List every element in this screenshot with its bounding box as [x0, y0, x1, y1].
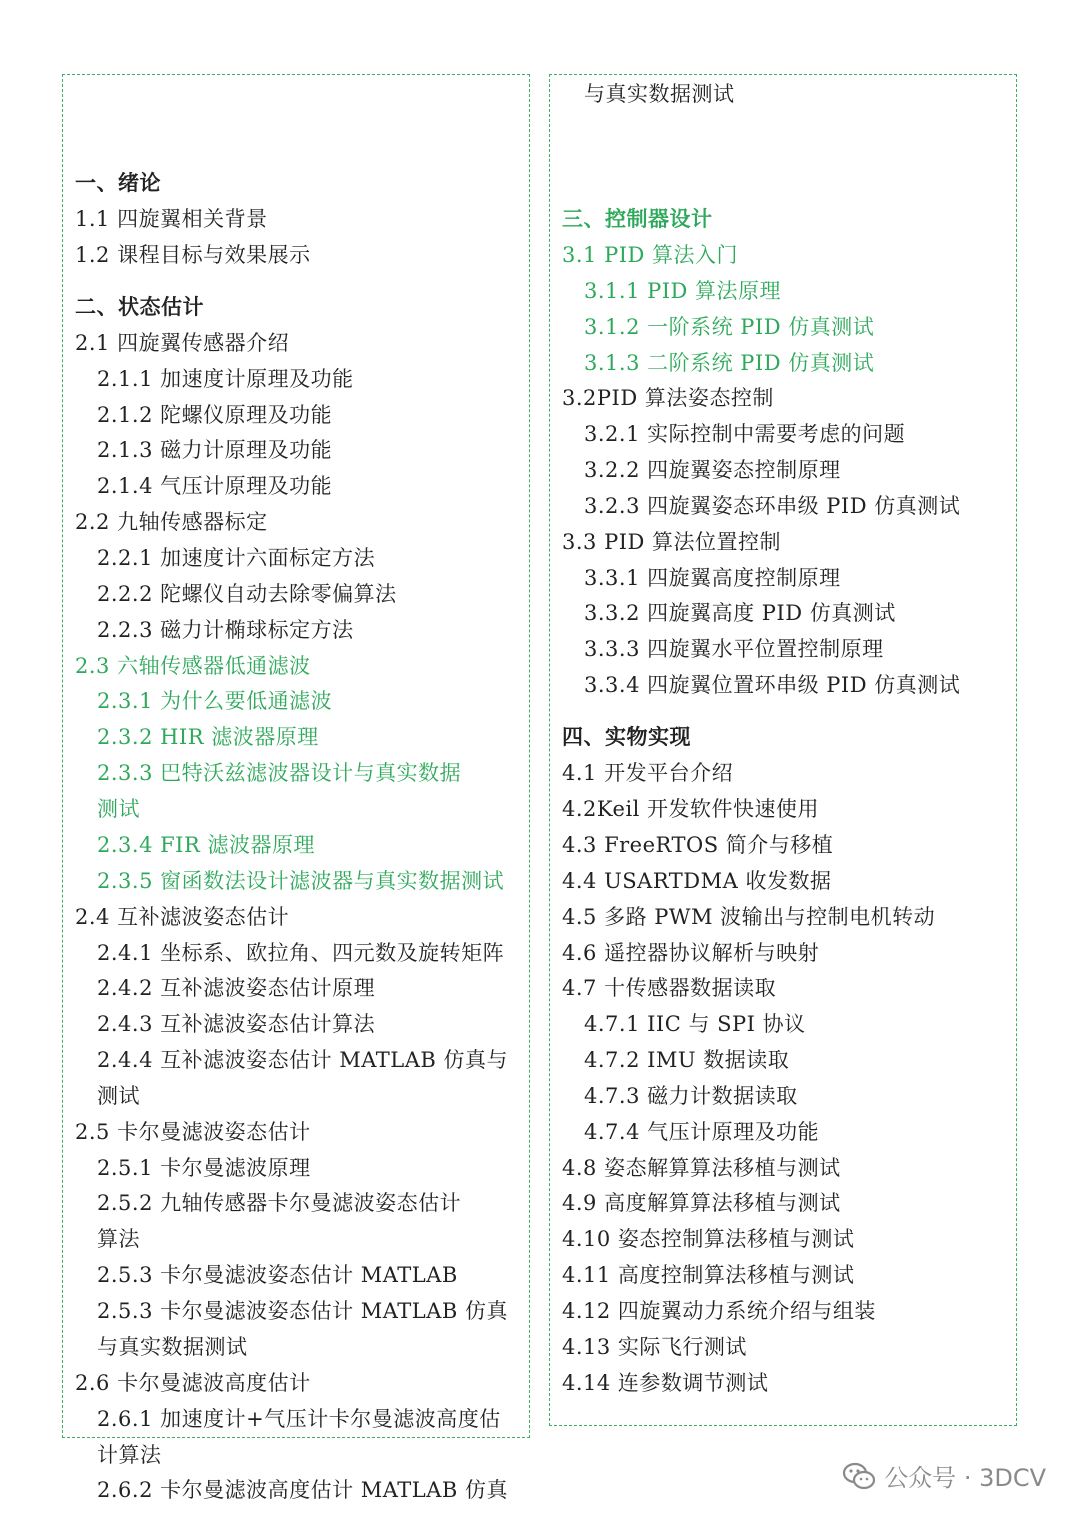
toc-column-right — [549, 74, 1017, 1426]
toc-subsection: 2.3.1 为什么要低通滤波 — [97, 689, 333, 713]
toc-subsection: 4.7.2 IMU 数据读取 — [584, 1048, 790, 1072]
toc-subsection: 3.2.2 四旋翼姿态控制原理 — [584, 458, 841, 482]
toc-section: 2.3 六轴传感器低通滤波 — [75, 654, 311, 678]
toc-section: 4.10 姿态控制算法移植与测试 — [562, 1227, 855, 1251]
toc-subsection: 算法 — [97, 1227, 140, 1251]
toc-section: 4.5 多路 PWM 波输出与控制电机转动 — [562, 905, 936, 929]
toc-section: 1.1 四旋翼相关背景 — [75, 207, 268, 231]
toc-chapter-heading: 四、实物实现 — [562, 724, 691, 749]
toc-section: 4.11 高度控制算法移植与测试 — [562, 1263, 855, 1287]
toc-section: 1.2 课程目标与效果展示 — [75, 243, 311, 267]
toc-subsection: 2.5.3 卡尔曼滤波姿态估计 MATLAB — [97, 1263, 458, 1287]
toc-subsection: 2.1.1 加速度计原理及功能 — [97, 367, 354, 391]
toc-subsection: 3.2.3 四旋翼姿态环串级 PID 仿真测试 — [584, 494, 961, 518]
toc-section: 2.6 卡尔曼滤波高度估计 — [75, 1371, 311, 1395]
toc-chapter-heading: 二、状态估计 — [75, 294, 204, 319]
toc-subsection: 2.6.1 加速度计+气压计卡尔曼滤波高度估 — [97, 1407, 501, 1431]
toc-subsection: 3.3.3 四旋翼水平位置控制原理 — [584, 637, 884, 661]
toc-section: 4.2Keil 开发软件快速使用 — [562, 797, 820, 821]
toc-subsection: 2.5.2 九轴传感器卡尔曼滤波姿态估计 — [97, 1191, 462, 1215]
toc-section: 4.12 四旋翼动力系统介绍与组装 — [562, 1299, 876, 1323]
toc-subsection: 2.3.5 窗函数法设计滤波器与真实数据测试 — [97, 869, 505, 893]
toc-section: 4.13 实际飞行测试 — [562, 1335, 747, 1359]
wechat-icon — [842, 1461, 876, 1491]
toc-subsection: 2.3.2 HIR 滤波器原理 — [97, 725, 319, 749]
toc-subsection: 2.4.1 坐标系、欧拉角、四元数及旋转矩阵 — [97, 941, 505, 965]
toc-subsection: 2.5.1 卡尔曼滤波原理 — [97, 1156, 311, 1180]
watermark-text: 公众号 · 3DCV — [884, 1464, 1046, 1492]
toc-subsection: 2.1.3 磁力计原理及功能 — [97, 438, 333, 462]
toc-subsection: 测试 — [97, 797, 140, 821]
toc-column-left — [62, 74, 530, 1502]
toc-subsection: 3.3.4 四旋翼位置环串级 PID 仿真测试 — [584, 673, 961, 697]
toc-subsection: 2.4.4 互补滤波姿态估计 MATLAB 仿真与 — [97, 1048, 509, 1072]
toc-section: 3.1 PID 算法入门 — [562, 243, 739, 267]
toc-subsection: 2.1.2 陀螺仪原理及功能 — [97, 403, 333, 427]
toc-subsection: 测试 — [97, 1084, 140, 1108]
toc-subsection: 2.5.3 卡尔曼滤波姿态估计 MATLAB 仿真 — [97, 1299, 509, 1323]
toc-subsection: 4.7.3 磁力计数据读取 — [584, 1084, 798, 1108]
toc-section: 2.4 互补滤波姿态估计 — [75, 905, 290, 929]
toc-chapter-heading: 三、控制器设计 — [562, 206, 713, 231]
toc-subsection: 4.7.1 IIC 与 SPI 协议 — [584, 1012, 806, 1036]
toc-section: 4.9 高度解算算法移植与测试 — [562, 1191, 841, 1215]
toc-subsection: 3.1.1 PID 算法原理 — [584, 279, 782, 303]
toc-subsection: 3.3.1 四旋翼高度控制原理 — [584, 566, 841, 590]
toc-subsection: 与真实数据测试 — [584, 82, 735, 106]
toc-section: 3.3 PID 算法位置控制 — [562, 530, 782, 554]
toc-section: 4.3 FreeRTOS 简介与移植 — [562, 833, 834, 857]
toc-subsection: 3.1.3 二阶系统 PID 仿真测试 — [584, 351, 875, 375]
toc-subsection: 与真实数据测试 — [97, 1335, 248, 1359]
toc-subsection: 2.4.3 互补滤波姿态估计算法 — [97, 1012, 376, 1036]
toc-section: 2.1 四旋翼传感器介绍 — [75, 331, 290, 355]
toc-section: 2.5 卡尔曼滤波姿态估计 — [75, 1120, 311, 1144]
toc-subsection: 2.3.3 巴特沃兹滤波器设计与真实数据 — [97, 761, 462, 785]
toc-section: 2.2 九轴传感器标定 — [75, 510, 268, 534]
toc-subsection: 2.2.1 加速度计六面标定方法 — [97, 546, 376, 570]
toc-subsection: 2.1.4 气压计原理及功能 — [97, 474, 333, 498]
toc-section: 4.6 遥控器协议解析与映射 — [562, 941, 820, 965]
toc-subsection: 4.7.4 气压计原理及功能 — [584, 1120, 820, 1144]
toc-subsection: 3.2.1 实际控制中需要考虑的问题 — [584, 422, 906, 446]
toc-section: 3.2PID 算法姿态控制 — [562, 386, 774, 410]
toc-subsection: 3.3.2 四旋翼高度 PID 仿真测试 — [584, 601, 896, 625]
watermark — [842, 1458, 1046, 1493]
toc-subsection: 2.4.2 互补滤波姿态估计原理 — [97, 976, 376, 1000]
toc-subsection: 3.1.2 一阶系统 PID 仿真测试 — [584, 315, 875, 339]
toc-subsection: 2.3.4 FIR 滤波器原理 — [97, 833, 315, 857]
toc-subsection: 2.2.2 陀螺仪自动去除零偏算法 — [97, 582, 397, 606]
toc-section: 4.8 姿态解算算法移植与测试 — [562, 1156, 841, 1180]
toc-subsection: 2.6.2 卡尔曼滤波高度估计 MATLAB 仿真 — [97, 1478, 509, 1502]
toc-chapter-heading: 一、绪论 — [75, 170, 161, 195]
toc-subsection: 2.2.3 磁力计椭球标定方法 — [97, 618, 354, 642]
toc-section: 4.4 USARTDMA 收发数据 — [562, 869, 832, 893]
toc-subsection: 计算法 — [97, 1443, 162, 1467]
toc-section: 4.7 十传感器数据读取 — [562, 976, 777, 1000]
toc-section: 4.1 开发平台介绍 — [562, 761, 734, 785]
toc-section: 4.14 连参数调节测试 — [562, 1371, 769, 1395]
